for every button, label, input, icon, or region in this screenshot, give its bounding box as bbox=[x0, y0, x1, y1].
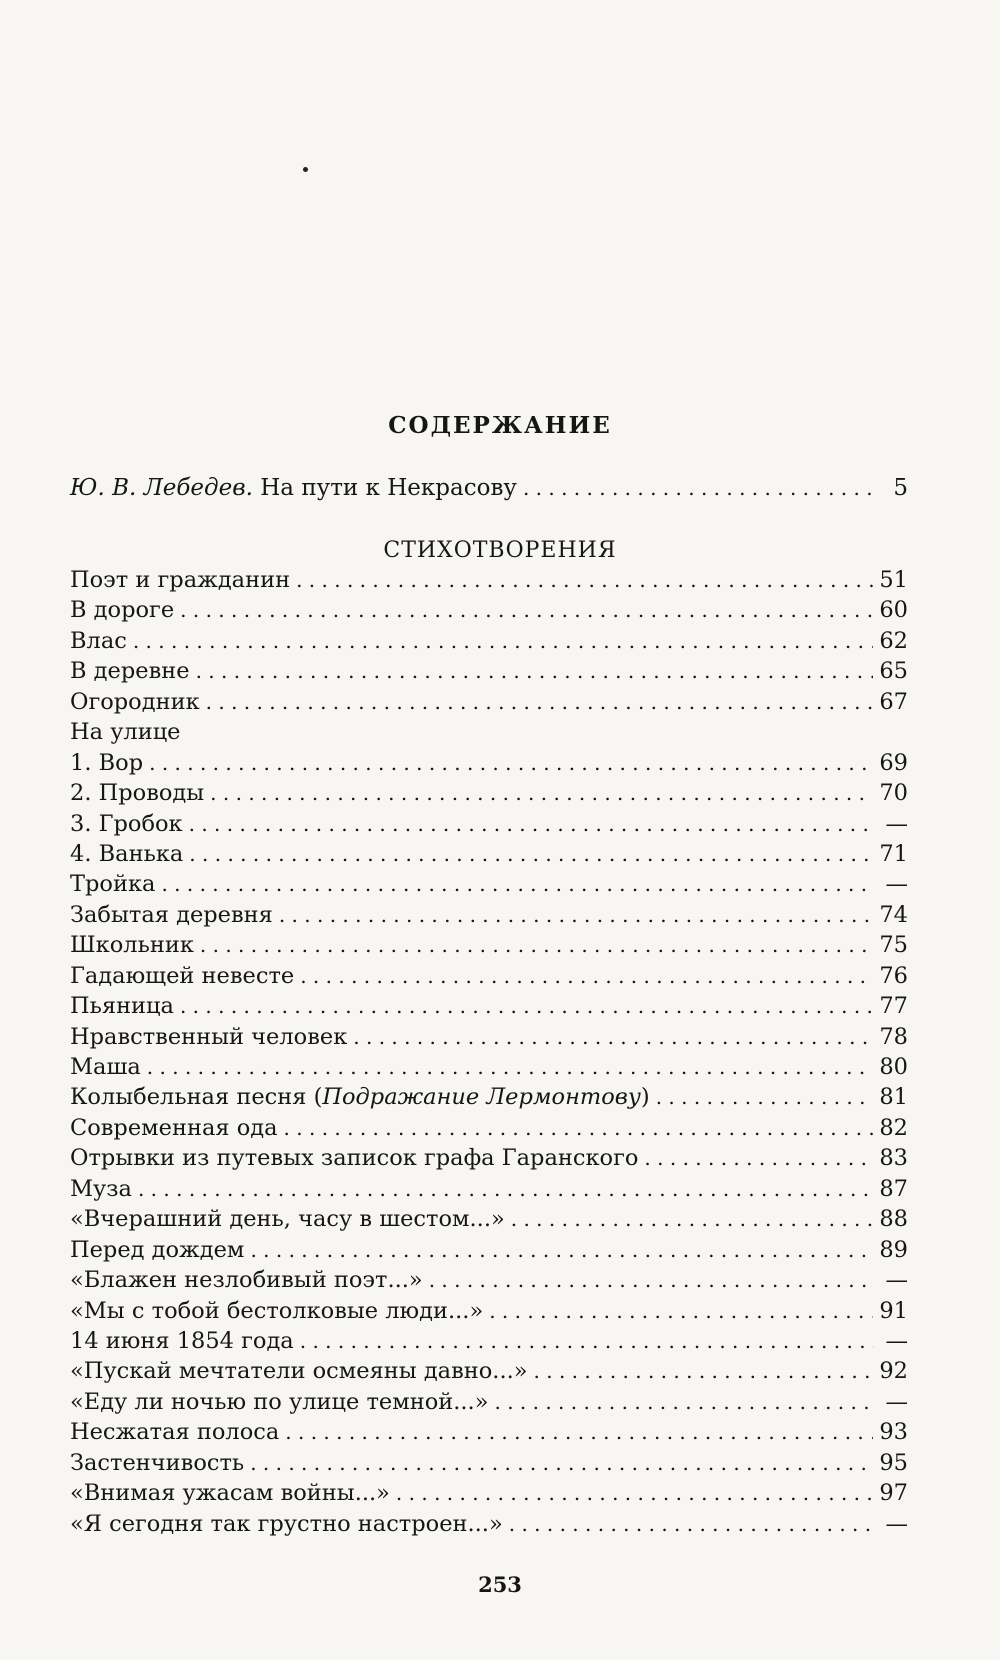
toc-entry-title bbox=[70, 1356, 528, 1386]
toc-entry bbox=[70, 1387, 908, 1417]
toc-entry bbox=[70, 1356, 908, 1386]
toc-entry-page: 74 bbox=[879, 901, 908, 928]
toc-entry-page: — bbox=[885, 1327, 908, 1354]
leader-dots bbox=[396, 1478, 873, 1508]
toc-entry-title-text: «Внимая ужасам войны...» bbox=[70, 1480, 390, 1507]
toc-entry-title bbox=[70, 565, 290, 595]
toc-entry-title-text: Застенчивость bbox=[70, 1449, 245, 1476]
leader-dots bbox=[300, 961, 873, 991]
toc-entry-page: 81 bbox=[879, 1084, 908, 1111]
toc-entry-page: 93 bbox=[879, 1419, 908, 1446]
toc-entry-title bbox=[70, 1174, 132, 1204]
toc-entry bbox=[70, 1204, 908, 1234]
toc-entry-page: 60 bbox=[879, 597, 908, 624]
leader-dots bbox=[200, 930, 873, 960]
leader-dots bbox=[494, 1387, 874, 1417]
toc-entry bbox=[70, 565, 908, 595]
toc-entry-title-text: 2. Проводы bbox=[70, 780, 205, 807]
leader-dots bbox=[353, 1022, 873, 1052]
toc-entry-title bbox=[70, 1296, 483, 1326]
toc-entry-title-text: «Я сегодня так грустно настроен...» bbox=[70, 1510, 503, 1537]
toc-entry-title bbox=[70, 595, 174, 625]
leader-dots bbox=[511, 1204, 874, 1234]
section-title: СТИХОТВОРЕНИЯ bbox=[383, 538, 617, 563]
toc-entry-page: — bbox=[885, 871, 908, 898]
toc-entry bbox=[70, 961, 908, 991]
toc-entry-title-suffix: ) bbox=[640, 1084, 650, 1111]
toc-entry-page: 78 bbox=[879, 1023, 908, 1050]
toc-entry-title bbox=[70, 1022, 347, 1052]
toc-entry-title-text: «Пускай мечтатели осмеяны давно...» bbox=[70, 1358, 528, 1385]
toc-entry-title-text: Тройка bbox=[70, 871, 156, 898]
toc-entry bbox=[70, 1417, 908, 1447]
toc-entry-page: — bbox=[885, 810, 908, 837]
toc-entry-title-text: Перед дождем bbox=[70, 1236, 245, 1263]
toc-entry bbox=[70, 1143, 908, 1173]
leader-dots bbox=[189, 809, 874, 839]
toc-entry-title-text: Отрывки из путевых записок графа Гаранского bbox=[70, 1145, 639, 1172]
toc-entry-title bbox=[70, 961, 294, 991]
toc-entry-page: 92 bbox=[879, 1358, 908, 1385]
toc-entry-title-text: Маша bbox=[70, 1054, 141, 1080]
toc-entry bbox=[70, 1082, 908, 1112]
toc-entry-title-text: Колыбельная песня ( bbox=[70, 1084, 323, 1111]
toc-entry-title bbox=[70, 991, 174, 1021]
toc-entry bbox=[70, 991, 908, 1021]
toc-entry-page: 65 bbox=[879, 658, 908, 685]
toc-entry-title-text: Поэт и гражданин bbox=[70, 567, 291, 593]
toc-entry bbox=[70, 687, 908, 717]
toc-entry bbox=[70, 839, 908, 869]
toc-entry-title-text: Влас bbox=[70, 627, 127, 654]
leader-dots bbox=[644, 1143, 873, 1173]
toc-entry-title bbox=[70, 1265, 423, 1295]
toc-entry-title bbox=[70, 626, 127, 656]
toc-entry-title-text: 3. Гробок bbox=[70, 810, 183, 837]
leader-dots bbox=[509, 1509, 874, 1539]
toc-entry-title-text: 14 июня 1854 года bbox=[70, 1327, 294, 1354]
page-number: 253 bbox=[478, 1572, 522, 1597]
toc-entry bbox=[70, 900, 908, 930]
toc-entry-title bbox=[70, 930, 194, 960]
leader-dots bbox=[429, 1265, 874, 1295]
leader-dots bbox=[250, 1235, 873, 1265]
leader-dots bbox=[133, 626, 874, 656]
leader-dots bbox=[285, 1417, 873, 1447]
toc-entry bbox=[70, 1174, 908, 1204]
toc-entry-title bbox=[70, 778, 204, 808]
toc-entry-title-text: 4. Ванька bbox=[70, 840, 184, 867]
leader-dots bbox=[296, 565, 873, 595]
toc-entry-page: 88 bbox=[879, 1206, 908, 1233]
toc-entry-page: 95 bbox=[879, 1449, 908, 1476]
toc-entry bbox=[70, 1296, 908, 1326]
toc-entry bbox=[70, 595, 908, 625]
toc-entry-page: 91 bbox=[879, 1297, 908, 1324]
toc-entry bbox=[70, 1478, 908, 1508]
toc-entry-title bbox=[70, 1509, 503, 1539]
toc-entry bbox=[70, 626, 908, 656]
toc-entry-title-text: 1. Вор bbox=[70, 749, 144, 776]
toc-entry-page: 97 bbox=[879, 1480, 908, 1507]
toc-entry bbox=[70, 1448, 908, 1478]
toc-entry-page: 77 bbox=[879, 993, 908, 1020]
toc-entry-title bbox=[70, 1235, 244, 1265]
leader-dots bbox=[147, 1052, 874, 1082]
toc-entry-page: 67 bbox=[879, 688, 908, 715]
toc-entry-page: 51 bbox=[879, 567, 908, 593]
intro-author: Ю. В. Лебедев. bbox=[70, 475, 253, 501]
toc-entry-title bbox=[70, 1448, 244, 1478]
page-title: СОДЕРЖАНИЕ bbox=[388, 412, 612, 439]
toc-entry bbox=[70, 1052, 908, 1082]
toc-entry bbox=[70, 1235, 908, 1265]
toc-entry-title-text: В дороге bbox=[70, 597, 175, 624]
toc-entry-title bbox=[70, 1387, 488, 1417]
toc-entry-title-text: Нравственный человек bbox=[70, 1023, 348, 1050]
leader-dots bbox=[180, 991, 873, 1021]
toc-entry-title-text: Муза bbox=[70, 1175, 132, 1202]
toc-entry-title-text: Гадающей невесте bbox=[70, 962, 295, 989]
toc-entry-title bbox=[70, 839, 183, 869]
intro-entry bbox=[70, 475, 908, 501]
toc-entry-page: 70 bbox=[879, 780, 908, 807]
toc-entry bbox=[70, 1113, 908, 1143]
toc-entry-title bbox=[70, 1113, 278, 1143]
toc-entry-title-text: «Мы с тобой бестолковые люди...» bbox=[70, 1297, 484, 1324]
toc-entry-page: 87 bbox=[879, 1175, 908, 1202]
leader-dots bbox=[284, 1113, 874, 1143]
toc-entry-title-text: Огородник bbox=[70, 688, 200, 715]
leader-dots bbox=[149, 748, 873, 778]
intro-page: 5 bbox=[893, 475, 908, 501]
toc-entry-title bbox=[70, 1204, 505, 1234]
toc-entry bbox=[70, 748, 908, 778]
leader-dots bbox=[180, 595, 873, 625]
toc-entry bbox=[70, 809, 908, 839]
leader-dots bbox=[523, 476, 874, 500]
toc-entry bbox=[70, 717, 908, 747]
leader-dots bbox=[189, 839, 873, 869]
toc-entry-title-text: «Еду ли ночью по улице темной...» bbox=[70, 1388, 489, 1415]
toc-entry-title bbox=[70, 748, 143, 778]
toc-entry-page: 62 bbox=[879, 627, 908, 654]
toc-entry-title bbox=[70, 809, 183, 839]
toc-entry-title-text: Забытая деревня bbox=[70, 901, 273, 928]
leader-dots bbox=[279, 900, 874, 930]
toc-entry-title bbox=[70, 656, 190, 686]
toc-entry-title-text: «Блажен незлобивый поэт...» bbox=[70, 1267, 423, 1294]
toc-entry bbox=[70, 1265, 908, 1295]
toc-entry-title-text: Школьник bbox=[70, 932, 194, 959]
toc-entry-title-text: На улице bbox=[70, 719, 181, 746]
leader-dots bbox=[300, 1326, 874, 1356]
toc-entry-title-italic: Подражание Лермонтову bbox=[322, 1084, 641, 1111]
toc-entry bbox=[70, 1022, 908, 1052]
toc-entry-title-text: «Вчерашний день, часу в шестом...» bbox=[70, 1206, 505, 1233]
leader-dots bbox=[656, 1082, 874, 1112]
toc-entry-title bbox=[70, 1417, 279, 1447]
toc-entry bbox=[70, 930, 908, 960]
toc-entry-page: 82 bbox=[879, 1114, 908, 1141]
toc-entry-title-text: Несжатая полоса bbox=[70, 1419, 280, 1446]
toc-entry-page: — bbox=[885, 1388, 908, 1415]
toc-entry bbox=[70, 869, 908, 899]
leader-dots bbox=[534, 1356, 874, 1386]
leader-dots bbox=[250, 1448, 873, 1478]
toc-entry-page: — bbox=[885, 1510, 908, 1537]
toc-entry-page: 69 bbox=[879, 749, 908, 776]
toc-entry-title bbox=[70, 687, 200, 717]
toc-entry-title-text: В деревне bbox=[70, 658, 190, 685]
toc-entry-title bbox=[70, 1052, 141, 1082]
toc-entry bbox=[70, 1509, 908, 1539]
toc-list bbox=[70, 565, 908, 1539]
toc-entry-page: 71 bbox=[879, 840, 908, 867]
leader-dots bbox=[161, 869, 874, 899]
toc-entry-page: — bbox=[885, 1267, 908, 1294]
leader-dots bbox=[196, 656, 874, 686]
toc-entry-title bbox=[70, 1082, 650, 1112]
leader-dots bbox=[206, 687, 874, 717]
toc-entry-page: 75 bbox=[879, 932, 908, 959]
toc-entry-title bbox=[70, 869, 155, 899]
toc-entry-title bbox=[70, 717, 181, 747]
toc-entry-title bbox=[70, 1478, 390, 1508]
toc-entry-title-text: Пьяница bbox=[70, 993, 174, 1020]
toc-entry-page: 76 bbox=[879, 962, 908, 989]
toc-entry bbox=[70, 778, 908, 808]
print-speck bbox=[303, 167, 308, 172]
toc-entry bbox=[70, 656, 908, 686]
toc-entry bbox=[70, 1326, 908, 1356]
toc-entry-title bbox=[70, 1326, 294, 1356]
toc-entry-page: 89 bbox=[879, 1236, 908, 1263]
toc-entry-page: 83 bbox=[879, 1145, 908, 1172]
toc-entry-title bbox=[70, 900, 273, 930]
toc-entry-page: 80 bbox=[879, 1054, 908, 1080]
leader-dots bbox=[210, 778, 873, 808]
toc-entry-title bbox=[70, 1143, 638, 1173]
leader-dots bbox=[138, 1174, 873, 1204]
intro-title: На пути к Некрасову bbox=[260, 475, 517, 501]
leader-dots bbox=[489, 1296, 873, 1326]
toc-entry-title-text: Современная ода bbox=[70, 1114, 278, 1141]
